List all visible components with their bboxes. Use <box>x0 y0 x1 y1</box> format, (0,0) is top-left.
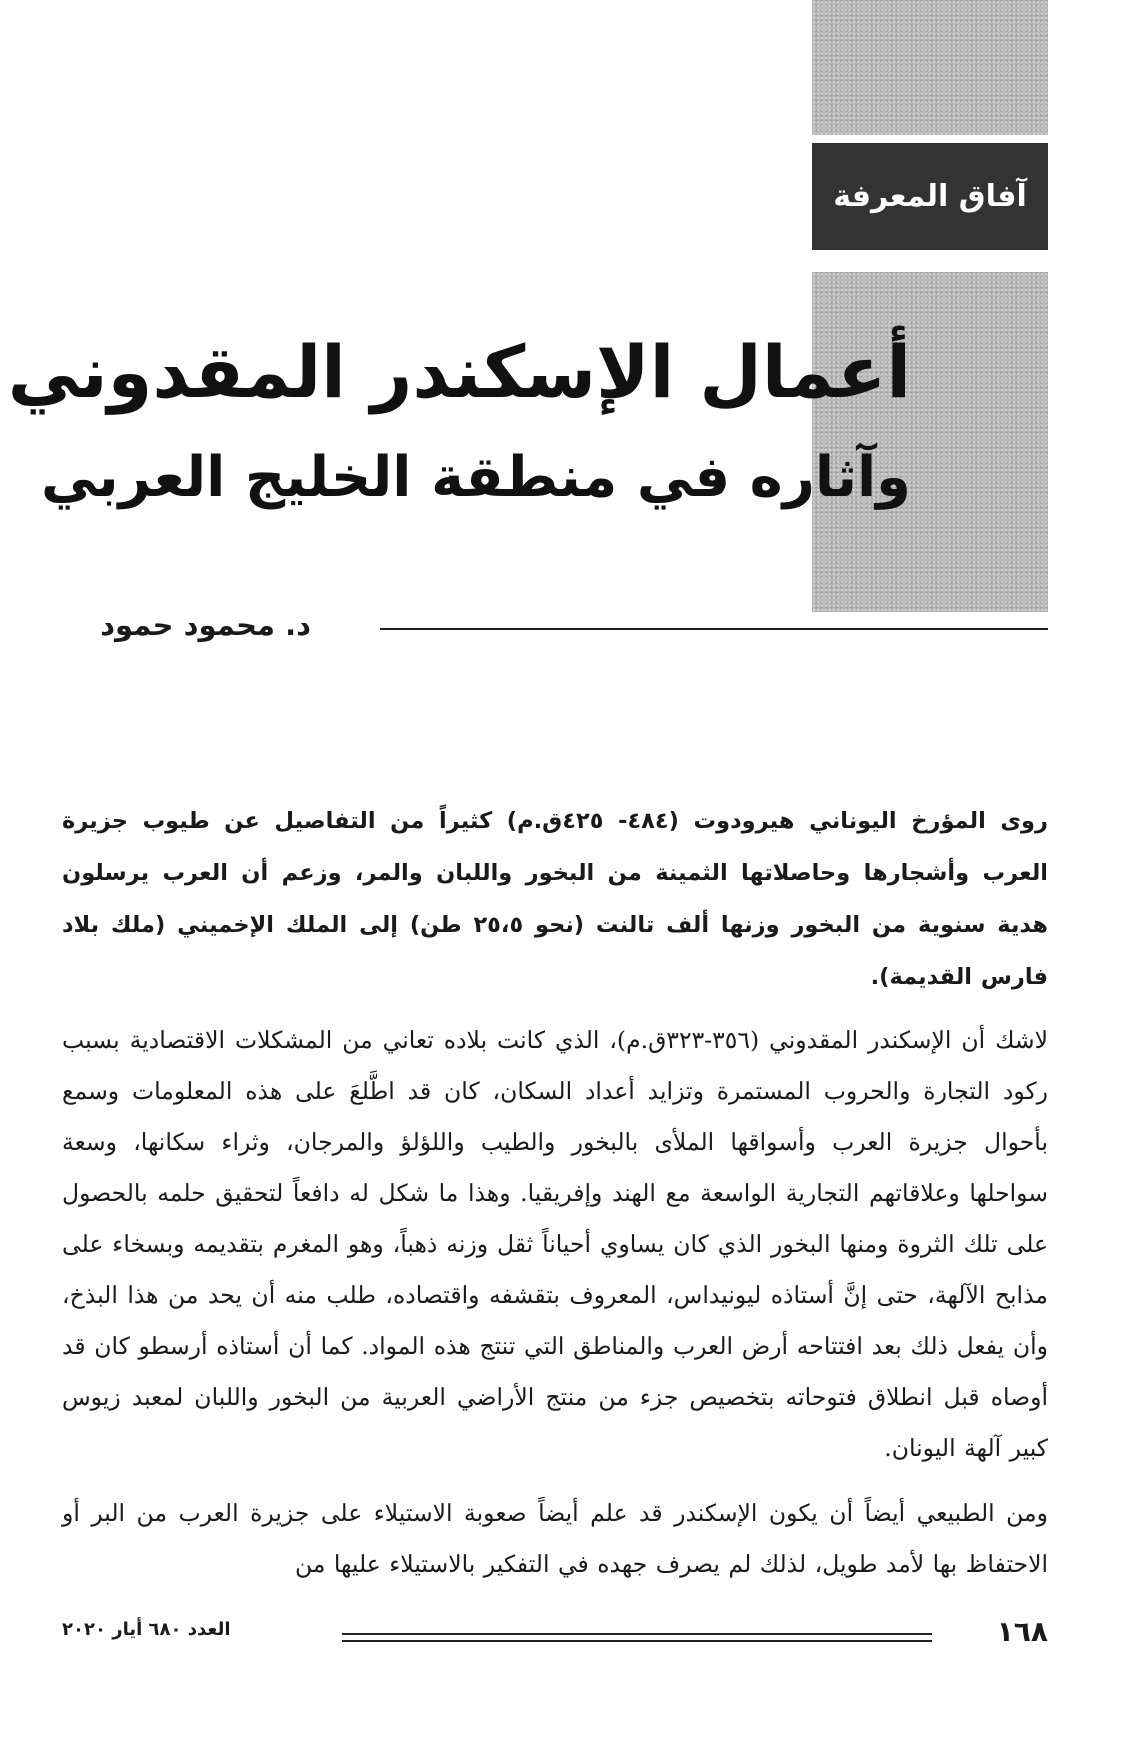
section-label: آفاق المعرفة <box>812 143 1048 250</box>
decorative-gray-block-top <box>812 0 1048 135</box>
footer-divider <box>342 1633 932 1642</box>
article-title-line-2: وآثاره في منطقة الخليج العربي <box>40 445 911 510</box>
article-body <box>62 795 1048 1604</box>
page-number: ١٦٨ <box>996 1615 1048 1648</box>
author-name: د. محمود حمود <box>100 608 311 642</box>
author-divider <box>380 628 1048 630</box>
paragraph: ومن الطبيعي أيضاً أن يكون الإسكندر قد علم أيضاً صعوبة الاستيلاء على جزيرة العرب من البر أو الاحتفاظ بها لأمد طويل، لذلك لم يصرف جهده في التفكير بالاستيلاء عليها من <box>62 1499 1048 1578</box>
decorative-gray-block-bottom <box>812 272 1048 612</box>
paragraph: لاشك أن الإسكندر المقدوني (٣٥٦-٣٢٣ق.م)، الذي كانت بلاده تعاني من المشكلات الاقتصادية بسبب ركود التجارة والحروب المستمرة وتزايد أعداد السكان، كان قد اطَّلعَ على هذه المعلومات وسمع بأحوال جزيرة العرب وأسواقها الملأى بالبخور والطيب واللؤلؤ والمرجان، وثراء سكانها، وسعة سواحلها وعلاقاتهم التجارية الواسعة مع الهند وإفريقيا. وهذا ما شكل له دافعاً لتحقيق حلمه بالحصول على تلك الثروة ومنها البخور الذي كان يساوي أحياناً ثقل وزنه ذهباً، وهو المغرم بتقديمه وبسخاء على مذابح الآلهة، حتى إنَّ أستاذه ليونيداس، المعروف بتقشفه واقتصاده، طلب منه أن يحد من هذا البذخ، وأن يفعل ذلك بعد افتتاحه أرض العرب والمناطق التي تنتج هذه المواد. كما أن أستاذه أرسطو كان قد أوصاه قبل انطلاق فتوحاته بتخصيص جزء من منتج الأراضي العربية من البخور واللبان لمعبد زيوس كبير آلهة اليونان. <box>62 1026 1048 1462</box>
paragraph-intro: روى المؤرخ اليوناني هيرودوت (٤٨٤- ٤٢٥ق.م) كثيراً من التفاصيل عن طيوب جزيرة العرب وأشجارها وحاصلاتها الثمينة من البخور واللبان والمر، وزعم أن العرب يرسلون هدية سنوية من البخور وزنها ألف تالنت (نحو ٢٥،٥ طن) إلى الملك الإخميني (ملك بلاد فارس القديمة). <box>62 808 1049 990</box>
page-footer <box>62 1615 1048 1655</box>
issue-info: العدد ٦٨٠ أيار ٢٠٢٠ <box>62 1619 231 1640</box>
article-title-line-1: أعمال الإسكندر المقدوني <box>7 330 911 414</box>
